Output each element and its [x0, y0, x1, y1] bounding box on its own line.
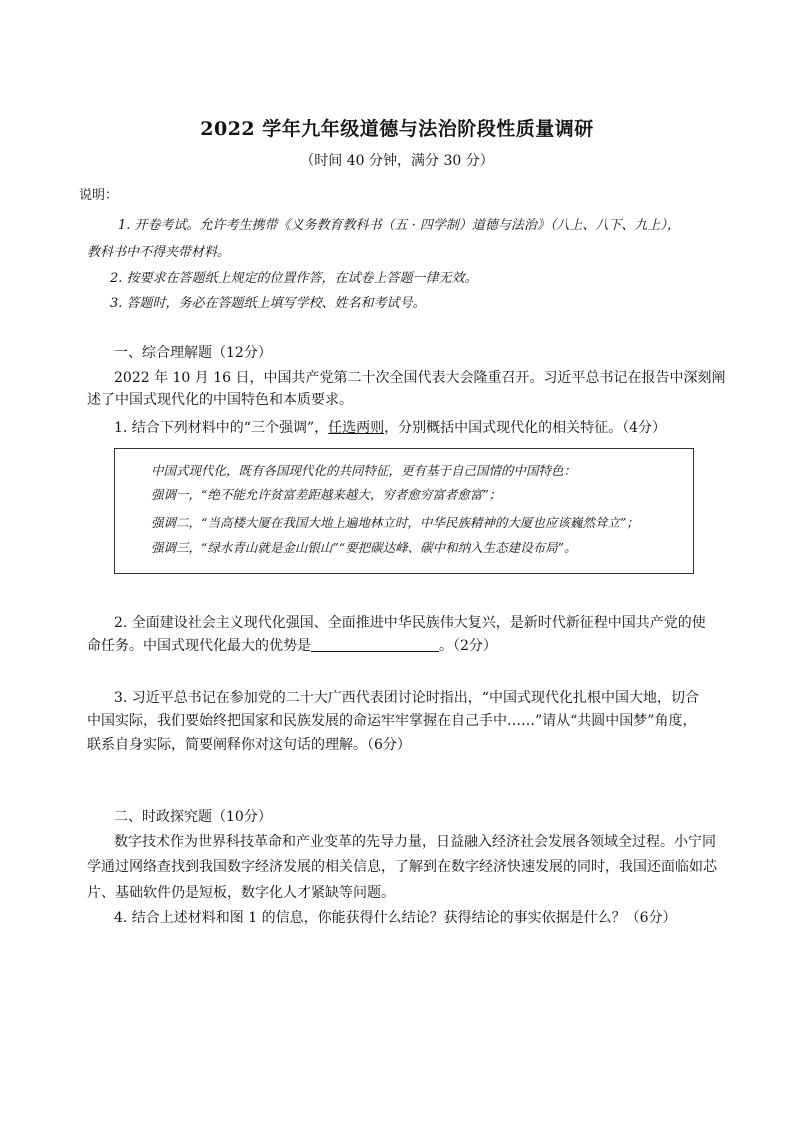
answer-blank [311, 638, 439, 652]
material-box [114, 448, 694, 574]
material-line: 中国式现代化，既有各国现代化的共同特征，更有基于自己国情的中国特色： [151, 463, 577, 478]
question-3-line: 3. 习近平总书记在参加党的二十大广西代表团讨论时指出，“中国式现代化扎根中国大地，切合 [114, 690, 699, 706]
question-2-line: 2. 全面建设社会主义现代化强国、全面推进中华民族伟大复兴，是新时代新征程中国共产党的使 [114, 615, 706, 631]
question-1-text: ，分别概括中国式现代化的相关特征。（4分） [384, 420, 667, 436]
section1-heading: 一、综合理解题（12分） [114, 345, 272, 361]
instruction-item: 3. 答题时，务必在答题纸上填写学校、姓名和考试号。 [110, 296, 426, 311]
section2-intro-line: 数字技术作为世界科技革命和产业变革的先导力量，日益融入经济社会发展各领域全过程。小宁同 [114, 834, 716, 850]
section2-intro-line: 学通过网络查找到我国数字经济发展的相关信息，了解到在数字经济快速发展的同时，我国还面临如芯 [87, 859, 717, 875]
question-4: 4. 结合上述材料和图 1 的信息，你能获得什么结论？获得结论的事实依据是什么？（6分） [114, 910, 677, 926]
question-1-underlined: 任选两则 [328, 420, 385, 436]
question-1 [114, 417, 666, 437]
question-3-line: 中国实际，我们要始终把国家和民族发展的命运牢牢掌握在自己手中……”请从“共圆中国梦”角度， [87, 713, 697, 729]
instruction-item: 1. 开卷考试。允许考生携带《义务教育教科书（五 · 四学制）道德与法治》（八上、八下、九上）， [118, 218, 680, 233]
material-line: 强调二，“当高楼大厦在我国大地上遍地林立时，中华民族精神的大厦也应该巍然耸立”； [151, 515, 639, 530]
question-1-text: 1. 结合下列材料中的“三个强调”， [114, 420, 329, 436]
section2-heading: 二、时政探究题（10分） [114, 809, 272, 825]
question-2-line [87, 635, 497, 655]
question-3-line: 联系自身实际，简要阐释你对这句话的理解。（6分） [87, 737, 411, 753]
material-line: 强调一，“绝不能允许贫富差距越来越大，穷者愈穷富者愈富”； [151, 487, 502, 502]
material-line: 强调三，“绿水青山就是金山银山”“要把碳达峰、碳中和纳入生态建设布局”。 [151, 540, 577, 555]
exam-subtitle: （时间 40 分钟，满分 30 分） [300, 153, 494, 169]
question-2-text: 。（2分） [439, 638, 497, 654]
instructions-label: 说明： [79, 188, 119, 203]
page-title: 2022 学年九年级道德与法治阶段性质量调研 [200, 118, 594, 140]
instruction-item: 教科书中不得夹带材料。 [87, 245, 231, 260]
section1-intro-line: 述了中国式现代化的中国特色和本质要求。 [87, 392, 353, 408]
question-2-text: 命任务。中国式现代化最大的优势是 [87, 638, 311, 654]
section2-intro-line: 片、基础软件仍是短板，数字化人才紧缺等问题。 [87, 885, 395, 901]
instruction-item: 2. 按要求在答题纸上规定的位置作答，在试卷上答题一律无效。 [110, 271, 478, 286]
section1-intro-line: 2022 年 10 月 16 日，中国共产党第二十次全国代表大会隆重召开。习近平总书记在报告中深刻阐 [114, 370, 726, 386]
